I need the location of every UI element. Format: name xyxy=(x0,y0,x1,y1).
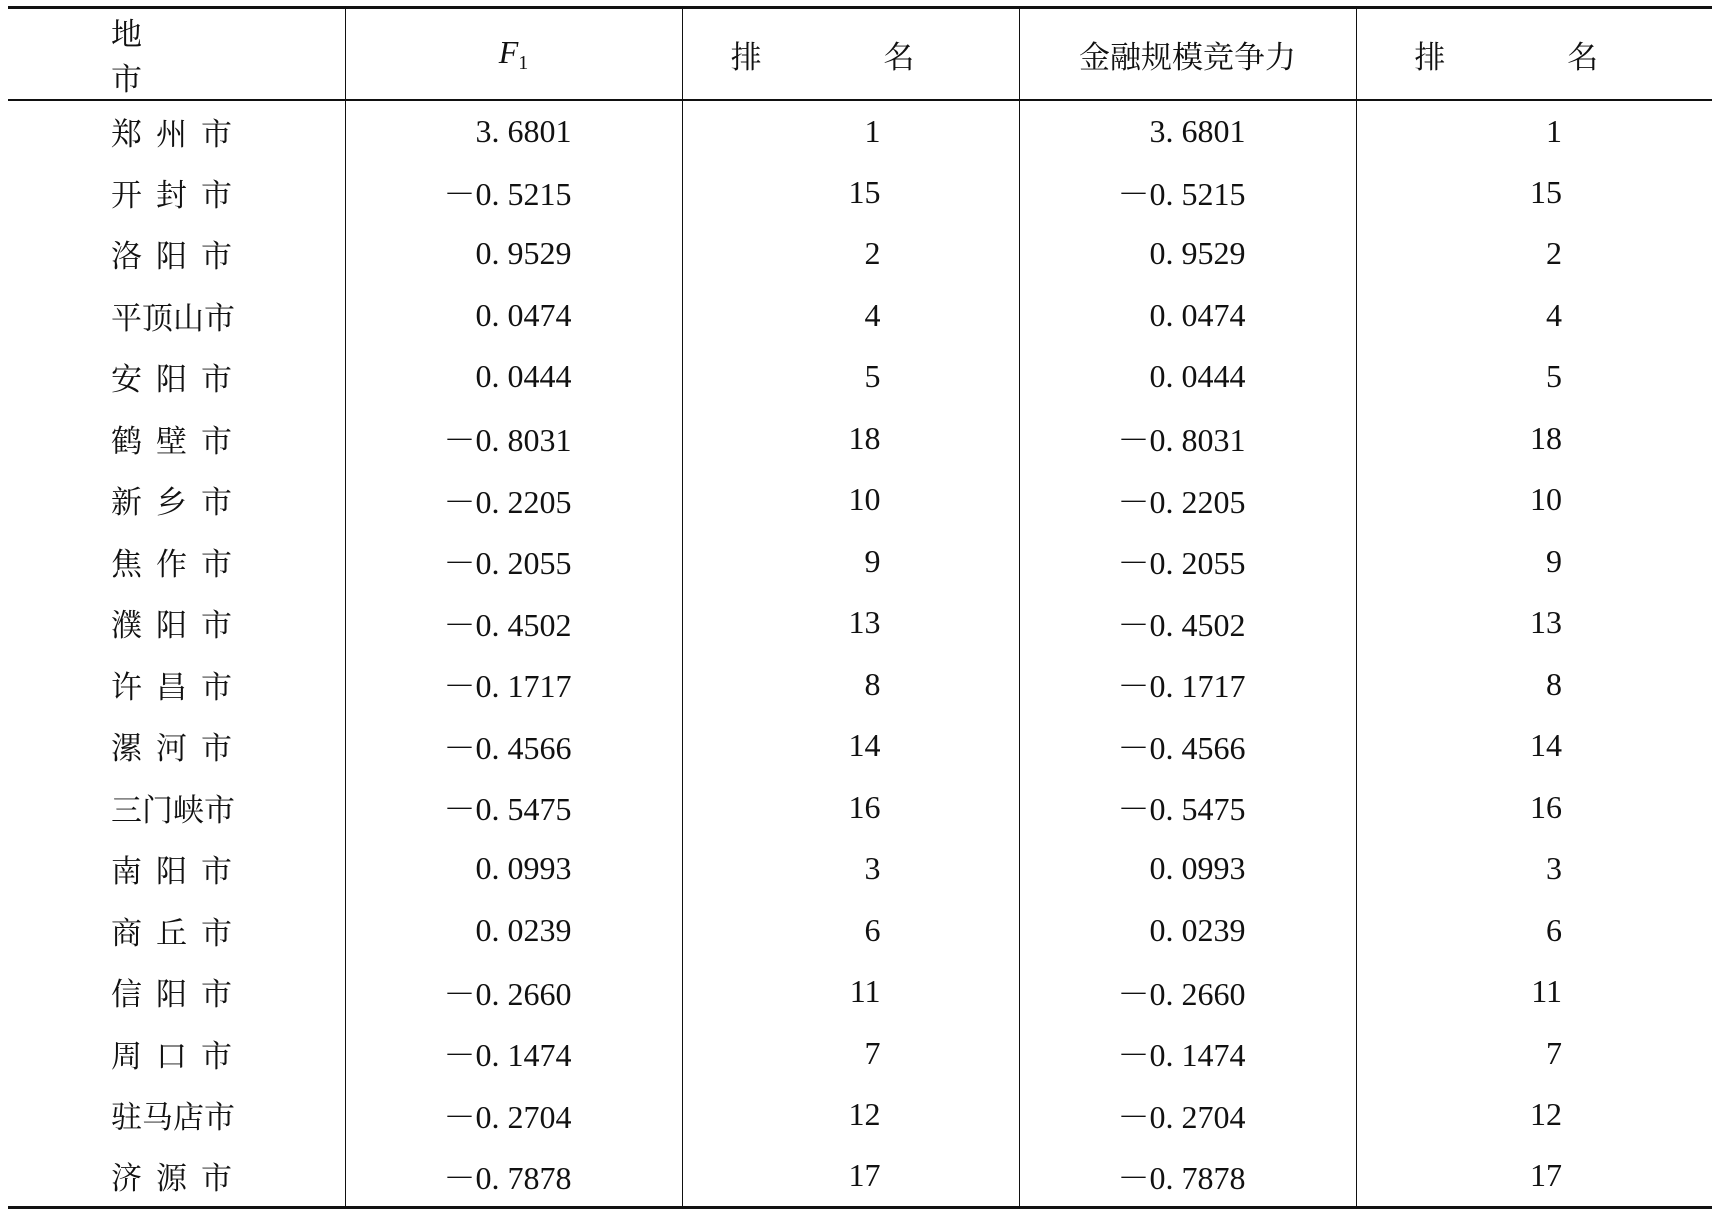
table-row xyxy=(8,285,1712,347)
cell-rank-a: 5 xyxy=(682,346,1019,408)
cell-city: 三门峡市 xyxy=(111,792,235,829)
table-row xyxy=(8,100,1712,162)
cell-city: 南阳市 xyxy=(111,854,246,891)
cell-f1: －0. 5475 xyxy=(345,777,682,839)
cell-score: －0. 2055 xyxy=(1019,531,1356,593)
cell-rank-b: 14 xyxy=(1356,715,1712,777)
cell-f1: －0. 5215 xyxy=(345,162,682,224)
cell-f1: 0. 0993 xyxy=(345,838,682,900)
cell-f1: 0. 0444 xyxy=(345,346,682,408)
cell-city: 焦作市 xyxy=(111,546,246,583)
cell-score: 3. 6801 xyxy=(1019,100,1356,162)
cell-f1: 3. 6801 xyxy=(345,100,682,162)
cell-score: －0. 4566 xyxy=(1019,715,1356,777)
cell-f1: 0. 0474 xyxy=(345,285,682,347)
cell-rank-a: 6 xyxy=(682,900,1019,962)
financial-scale-table xyxy=(8,6,1712,1209)
cell-f1: －0. 4502 xyxy=(345,592,682,654)
cell-rank-a: 9 xyxy=(682,531,1019,593)
cell-rank-b: 8 xyxy=(1356,654,1712,716)
cell-city: 漯河市 xyxy=(111,731,246,768)
cell-rank-b: 15 xyxy=(1356,162,1712,224)
cell-f1: －0. 2055 xyxy=(345,531,682,593)
cell-rank-a: 1 xyxy=(682,100,1019,162)
cell-rank-a: 7 xyxy=(682,1023,1019,1085)
cell-rank-b: 12 xyxy=(1356,1084,1712,1146)
header-f1-subscript: 1 xyxy=(518,51,529,74)
cell-rank-b: 16 xyxy=(1356,777,1712,839)
cell-f1: －0. 2205 xyxy=(345,469,682,531)
cell-city: 信阳市 xyxy=(111,977,246,1014)
cell-f1: －0. 7878 xyxy=(345,1146,682,1208)
cell-rank-b: 1 xyxy=(1356,100,1712,162)
cell-score: 0. 0239 xyxy=(1019,900,1356,962)
cell-rank-b: 10 xyxy=(1356,469,1712,531)
header-rank-a: 排 名 xyxy=(682,8,1019,101)
cell-f1: －0. 2660 xyxy=(345,961,682,1023)
cell-city: 新乡市 xyxy=(111,485,246,522)
cell-score: －0. 1717 xyxy=(1019,654,1356,716)
table-row xyxy=(8,1084,1712,1146)
cell-rank-a: 16 xyxy=(682,777,1019,839)
cell-city: 鹤壁市 xyxy=(111,423,246,460)
cell-f1: －0. 4566 xyxy=(345,715,682,777)
table-row xyxy=(8,469,1712,531)
table-row xyxy=(8,223,1712,285)
cell-city: 平顶山市 xyxy=(111,300,235,337)
cell-score: 0. 9529 xyxy=(1019,223,1356,285)
cell-score: －0. 7878 xyxy=(1019,1146,1356,1208)
header-f1-symbol: F xyxy=(498,33,519,70)
cell-city: 商丘市 xyxy=(111,915,246,952)
table-row xyxy=(8,715,1712,777)
table-header-row xyxy=(8,8,1712,101)
cell-rank-a: 12 xyxy=(682,1084,1019,1146)
cell-f1: －0. 1717 xyxy=(345,654,682,716)
table-row xyxy=(8,1023,1712,1085)
cell-score: －0. 2704 xyxy=(1019,1084,1356,1146)
cell-rank-b: 5 xyxy=(1356,346,1712,408)
cell-score: －0. 2660 xyxy=(1019,961,1356,1023)
table-row xyxy=(8,900,1712,962)
cell-rank-b: 2 xyxy=(1356,223,1712,285)
cell-city: 济源市 xyxy=(111,1161,246,1197)
cell-score: －0. 1474 xyxy=(1019,1023,1356,1085)
data-table-container xyxy=(8,6,1712,1209)
cell-rank-b: 18 xyxy=(1356,408,1712,470)
header-city: 地 市 xyxy=(111,17,230,98)
cell-city: 开封市 xyxy=(111,177,246,214)
cell-rank-a: 3 xyxy=(682,838,1019,900)
cell-city: 安阳市 xyxy=(111,362,246,399)
table-row xyxy=(8,961,1712,1023)
cell-city: 驻马店市 xyxy=(111,1100,235,1137)
cell-rank-b: 7 xyxy=(1356,1023,1712,1085)
cell-score: 0. 0444 xyxy=(1019,346,1356,408)
cell-rank-b: 11 xyxy=(1356,961,1712,1023)
cell-rank-b: 3 xyxy=(1356,838,1712,900)
header-rank-b: 排 名 xyxy=(1356,8,1712,101)
cell-city: 洛阳市 xyxy=(111,239,246,276)
table-row xyxy=(8,592,1712,654)
cell-rank-b: 13 xyxy=(1356,592,1712,654)
header-competitiveness: 金融规模竞争力 xyxy=(1019,8,1356,101)
table-row xyxy=(8,408,1712,470)
cell-rank-a: 15 xyxy=(682,162,1019,224)
cell-score: －0. 4502 xyxy=(1019,592,1356,654)
cell-rank-a: 14 xyxy=(682,715,1019,777)
cell-city: 周口市 xyxy=(111,1038,246,1075)
cell-rank-a: 13 xyxy=(682,592,1019,654)
cell-rank-a: 17 xyxy=(682,1146,1019,1208)
cell-f1: －0. 2704 xyxy=(345,1084,682,1146)
table-row xyxy=(8,346,1712,408)
cell-city: 许昌市 xyxy=(111,669,246,706)
cell-score: －0. 5215 xyxy=(1019,162,1356,224)
table-row xyxy=(8,777,1712,839)
header-f1 xyxy=(345,8,682,101)
table-row xyxy=(8,838,1712,900)
cell-score: 0. 0474 xyxy=(1019,285,1356,347)
cell-rank-b: 17 xyxy=(1356,1146,1712,1208)
cell-rank-a: 2 xyxy=(682,223,1019,285)
table-row xyxy=(8,162,1712,224)
cell-score: －0. 8031 xyxy=(1019,408,1356,470)
cell-rank-a: 18 xyxy=(682,408,1019,470)
cell-rank-b: 4 xyxy=(1356,285,1712,347)
cell-rank-a: 10 xyxy=(682,469,1019,531)
cell-rank-a: 8 xyxy=(682,654,1019,716)
table-row xyxy=(8,654,1712,716)
cell-score: －0. 5475 xyxy=(1019,777,1356,839)
cell-rank-a: 11 xyxy=(682,961,1019,1023)
cell-f1: 0. 0239 xyxy=(345,900,682,962)
cell-rank-b: 9 xyxy=(1356,531,1712,593)
cell-rank-b: 6 xyxy=(1356,900,1712,962)
cell-city: 濮阳市 xyxy=(111,608,246,645)
cell-f1: －0. 1474 xyxy=(345,1023,682,1085)
table-row xyxy=(8,531,1712,593)
cell-f1: 0. 9529 xyxy=(345,223,682,285)
cell-city: 郑州市 xyxy=(111,116,246,153)
cell-score: －0. 2205 xyxy=(1019,469,1356,531)
cell-rank-a: 4 xyxy=(682,285,1019,347)
cell-f1: －0. 8031 xyxy=(345,408,682,470)
table-row xyxy=(8,1146,1712,1208)
cell-score: 0. 0993 xyxy=(1019,838,1356,900)
